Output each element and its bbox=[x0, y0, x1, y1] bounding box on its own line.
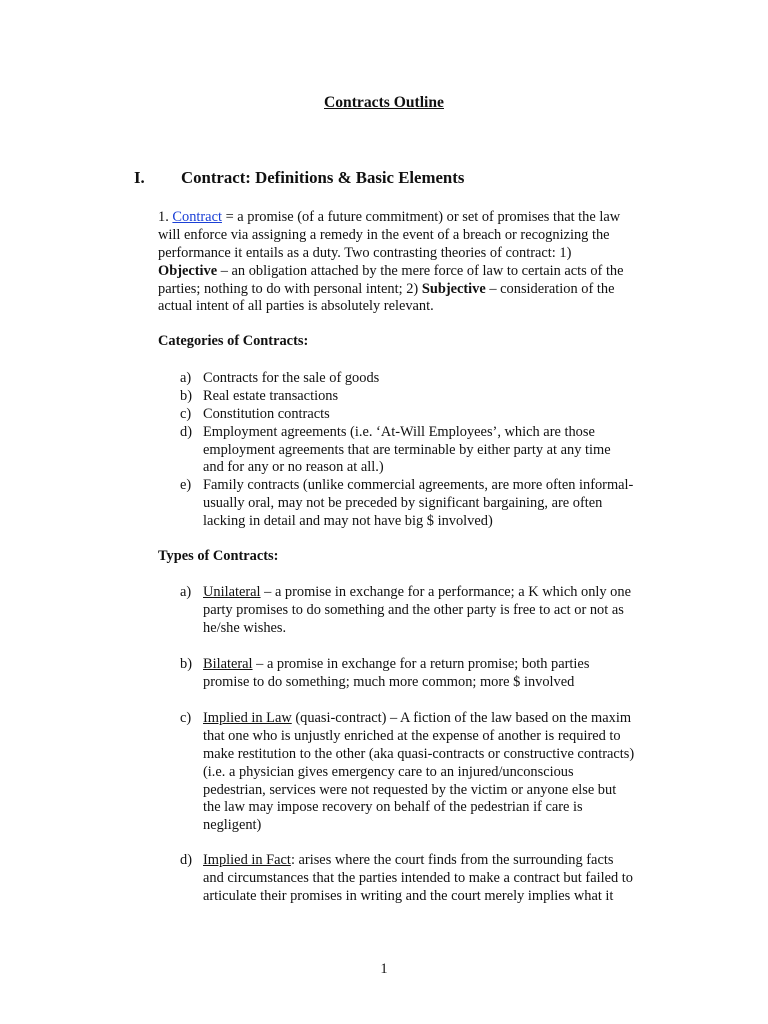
list-item-text: the law may impose recovery on behalf of the pedestrian if care is bbox=[203, 799, 583, 816]
list-item-text: Family contracts (unlike commercial agreements, are more often informal- bbox=[203, 477, 634, 494]
list-item bbox=[180, 406, 660, 424]
list-marker: c) bbox=[180, 405, 192, 422]
list-marker: b) bbox=[180, 387, 192, 404]
subjective-term: Subjective bbox=[421, 280, 486, 297]
list-item-text bbox=[203, 710, 660, 728]
list-item bbox=[180, 477, 660, 531]
type-text: – a promise in exchange for a return promise; both parties bbox=[252, 656, 590, 672]
list-item bbox=[180, 388, 660, 406]
list-marker: a) bbox=[180, 584, 192, 600]
intro-paragraph bbox=[158, 209, 658, 316]
list-item-text: party promises to do something and the other party is free to act or not as bbox=[203, 601, 624, 618]
list-item-text: lacking in detail and may not have big $ involved) bbox=[203, 513, 493, 530]
list-item-text: articulate their promises in writing and the court merely implies what it bbox=[203, 887, 614, 904]
list-item bbox=[180, 424, 660, 478]
list-marker: a) bbox=[180, 370, 192, 386]
list-item-text bbox=[203, 852, 660, 870]
list-item-text bbox=[203, 584, 660, 602]
section-heading bbox=[134, 169, 464, 187]
intro-line: performance it entails as a duty. Two contrasting theories of contract: 1) bbox=[158, 244, 572, 261]
section-numeral: I. bbox=[134, 168, 145, 187]
page-number: 1 bbox=[380, 961, 388, 977]
types-item-a bbox=[180, 584, 660, 638]
list-item bbox=[180, 852, 660, 906]
list-marker: b) bbox=[180, 656, 192, 672]
list-item-text: Constitution contracts bbox=[203, 405, 330, 422]
list-item-text: promise to do something; much more common; more $ involved bbox=[203, 673, 575, 690]
list-item-text: that one who is unjustly enriched at the expense of another is required to bbox=[203, 727, 621, 744]
intro-text: – an obligation attached by the mere force of law to certain acts of the bbox=[220, 262, 624, 279]
intro-line bbox=[158, 263, 658, 281]
list-item bbox=[180, 710, 660, 835]
intro-text: = a promise (of a future commitment) or set of promises that the law bbox=[225, 209, 621, 225]
categories-list bbox=[180, 370, 660, 531]
list-item-text: Contracts for the sale of goods bbox=[203, 370, 380, 386]
list-marker: c) bbox=[180, 710, 192, 726]
list-item bbox=[180, 656, 660, 692]
list-item bbox=[180, 584, 660, 638]
types-item-b bbox=[180, 656, 660, 692]
type-term: Unilateral bbox=[203, 584, 261, 600]
list-marker: d) bbox=[180, 852, 192, 868]
list-item-text: Real estate transactions bbox=[203, 387, 339, 404]
list-item-text: pedestrian, services were not requested by the victim or anyone else but bbox=[203, 781, 617, 798]
intro-line bbox=[158, 281, 658, 299]
list-item bbox=[180, 370, 660, 388]
list-marker: e) bbox=[180, 477, 192, 494]
categories-heading: Categories of Contracts: bbox=[158, 333, 309, 349]
types-item-c bbox=[180, 710, 660, 835]
document-title: Contracts Outline bbox=[324, 94, 444, 111]
type-text: : arises where the court finds from the surrounding facts bbox=[290, 852, 614, 868]
types-heading: Types of Contracts: bbox=[158, 548, 279, 564]
intro-number: 1. bbox=[158, 209, 169, 225]
intro-line: actual intent of all parties is absolutely relevant. bbox=[158, 298, 434, 315]
section-title: Contract: Definitions & Basic Elements bbox=[181, 168, 465, 187]
list-item-text: usually oral, may not be preceded by significant bargaining, are often bbox=[203, 495, 603, 512]
list-item-text: employment agreements that are terminable by either party at any time bbox=[203, 441, 611, 458]
intro-line bbox=[158, 209, 658, 227]
list-item-text: he/she wishes. bbox=[203, 619, 287, 636]
type-text: – a promise in exchange for a performance; a K which only one bbox=[260, 584, 631, 600]
type-text: (quasi-contract) – A fiction of the law based on the maxim bbox=[291, 710, 632, 726]
objective-term: Objective bbox=[158, 262, 218, 279]
type-term: Bilateral bbox=[203, 656, 253, 672]
list-item-text: (i.e. a physician gives emergency care to an injured/unconscious bbox=[203, 763, 574, 780]
list-item-text bbox=[203, 656, 660, 674]
list-item-text: negligent) bbox=[203, 817, 262, 834]
type-term: Implied in Law bbox=[203, 710, 292, 726]
list-item-text: and circumstances that the parties intended to make a contract but failed to bbox=[203, 869, 633, 886]
contract-link[interactable]: Contract bbox=[172, 209, 222, 225]
list-marker: d) bbox=[180, 423, 192, 440]
list-item-text: and for any or no reason at all.) bbox=[203, 459, 384, 476]
type-term: Implied in Fact bbox=[203, 852, 291, 868]
list-item-text: Employment agreements (i.e. ‘At-Will Employees’, which are those bbox=[203, 423, 595, 440]
types-item-d bbox=[180, 852, 660, 906]
list-item-text: make restitution to the other (aka quasi-contracts or constructive contracts) bbox=[203, 745, 635, 762]
intro-text: – consideration of the bbox=[489, 280, 615, 297]
intro-line: will enforce via assigning a remedy in the event of a breach or recognizing the bbox=[158, 226, 610, 243]
intro-text: parties; nothing to do with personal intent; 2) bbox=[158, 280, 419, 297]
